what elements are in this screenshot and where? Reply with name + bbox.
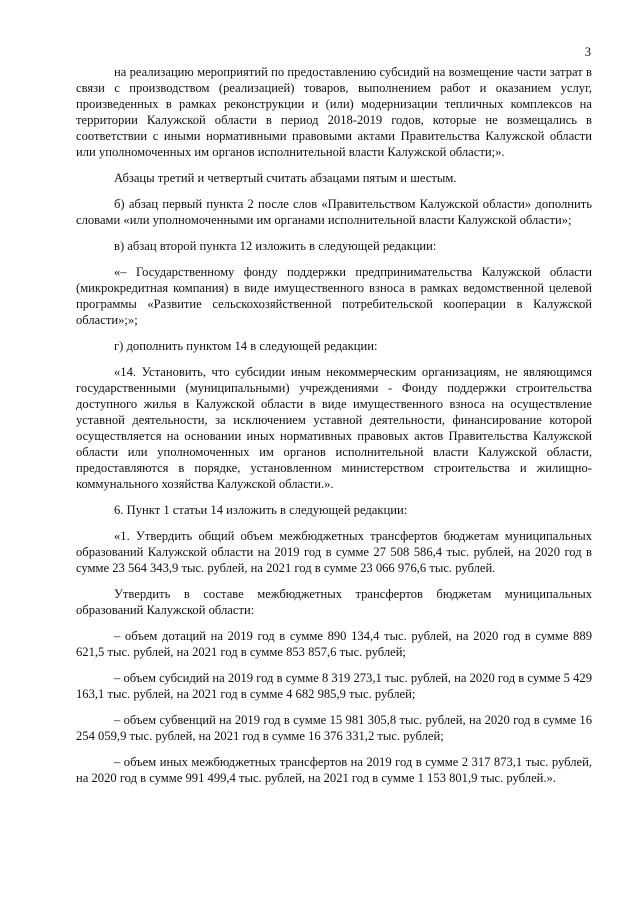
paragraph-item-6: 6. Пункт 1 статьи 14 изложить в следующей редакции: xyxy=(114,503,408,517)
paragraph-v-quote: «– Государственному фонду поддержки предпринимательства Калужской области (микрокредитная компания) в виде имущественного взноса в рамках ведомственной целевой программы «Развитие сельскохозяйственной потребительской кооперации в Калужской области»;»; xyxy=(76,265,592,327)
paragraph-item-6-quote: «1. Утвердить общий объем межбюджетных трансфертов бюджетам муниципальных образований Калужской области на 2019 год в сумме 27 508 586,4 тыс. рублей, на 2020 год в сумме 23 564 343,9 тыс. рублей, на 2021 год в сумме 23 066 976,6 тыс. рублей. xyxy=(76,529,592,575)
paragraph-dotations: – объем дотаций на 2019 год в сумме 890 134,4 тыс. рублей, на 2020 год в сумме 889 621,5 тыс. рублей, на 2021 год в сумме 853 857,6 тыс. рублей; xyxy=(76,629,592,659)
paragraph-other-transfers: – объем иных межбюджетных трансфертов на 2019 год в сумме 2 317 873,1 тыс. рублей, на 2020 год в сумме 991 499,4 тыс. рублей, на 2021 год в сумме 1 153 801,9 тыс. рублей.». xyxy=(76,755,592,785)
paragraph-subsidy-continuation: на реализацию мероприятий по предоставлению субсидий на возмещение части затрат в связи с производством (реализацией) товаров, выполнением работ и оказанием услуг, произведенных в рамках реконструкции и (или) модернизации тепличных комплексов на территории Калужской области в период 2018-2019 годов, которые не возмещались в соответствии с иными нормативными правовыми актами Правительства Калужской области или уполномоченных им органов исполнительной власти Калужской области;». xyxy=(76,65,592,159)
paragraph-transfers-intro: Утвердить в составе межбюджетных трансфертов бюджетам муниципальных образований Калужской области: xyxy=(76,587,592,617)
paragraph-v: в) абзац второй пункта 12 изложить в следующей редакции: xyxy=(114,239,437,253)
paragraph-abzatsy: Абзацы третий и четвертый считать абзацами пятым и шестым. xyxy=(114,171,457,185)
paragraph-subsidies: – объем субсидий на 2019 год в сумме 8 319 273,1 тыс. рублей, на 2020 год в сумме 5 429 163,1 тыс. рублей, на 2021 год в сумме 4 682 985,9 тыс. рублей; xyxy=(76,671,592,701)
paragraph-g: г) дополнить пунктом 14 в следующей редакции: xyxy=(114,339,378,353)
page-number: 3 xyxy=(584,45,591,59)
paragraph-b: б) абзац первый пункта 2 после слов «Правительством Калужской области» дополнить словами «или уполномоченными им органами исполнительной власти Калужской области»; xyxy=(76,197,592,227)
paragraph-subventions: – объем субвенций на 2019 год в сумме 15 981 305,8 тыс. рублей, на 2020 год в сумме 16 254 059,9 тыс. рублей, на 2021 год в сумме 16 376 331,2 тыс. рублей; xyxy=(76,713,592,743)
paragraph-g-quote: «14. Установить, что субсидии иным некоммерческим организациям, не являющимся государственными (муниципальными) учреждениями - Фонду поддержки строительства доступного жилья в Калужской области в виде имущественного взноса на осуществление уставной деятельности, за исключением уставной деятельности, финансирование которой осуществляется на основании иных нормативных правовых актов Правительства Калужской области или уполномоченных им органов исполнительной власти Калужской области, предоставляются в порядке, установленном министерством строительства и жилищно-коммунального хозяйства Калужской области.». xyxy=(76,365,592,491)
